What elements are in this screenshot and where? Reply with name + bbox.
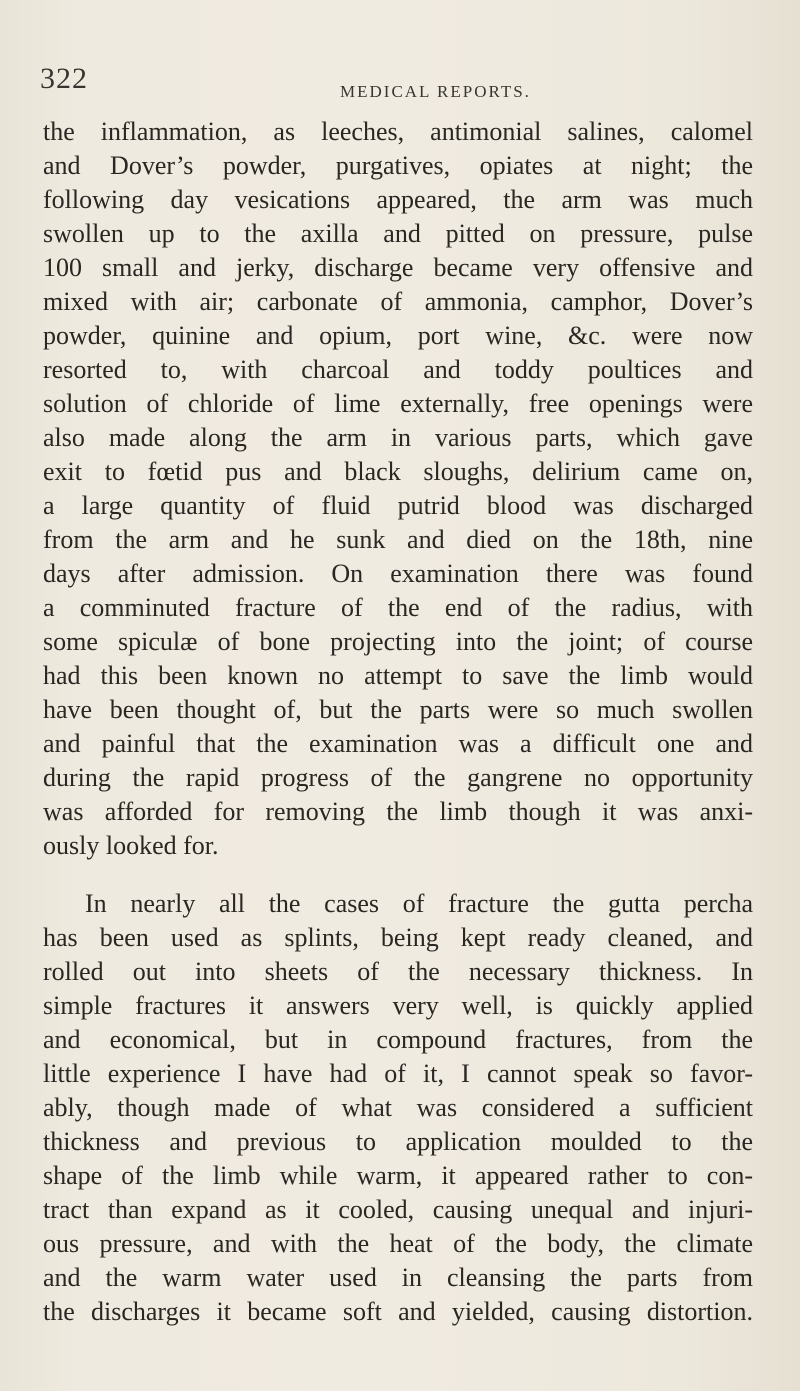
text-line: from the arm and he sunk and died on the 18th, nine [43, 525, 753, 554]
text-line: rolled out into sheets of the necessary thickness. In [43, 957, 753, 986]
text-line: little experience I have had of it, I cannot speak so favor- [43, 1059, 753, 1088]
text-line: during the rapid progress of the gangrene no opportunity [43, 763, 753, 792]
text-line: and the warm water used in cleansing the parts from [43, 1263, 753, 1292]
text-line: shape of the limb while warm, it appeared rather to con- [43, 1161, 753, 1190]
text-line: also made along the arm in various parts, which gave [43, 423, 753, 452]
text-line: and economical, but in compound fractures, from the [43, 1025, 753, 1054]
text-line: resorted to, with charcoal and toddy poultices and [43, 355, 753, 384]
text-line: 100 small and jerky, discharge became very offensive and [43, 253, 753, 282]
text-line: solution of chloride of lime externally, free openings were [43, 389, 753, 418]
running-head: MEDICAL REPORTS. [340, 82, 531, 101]
text-line: thickness and previous to application moulded to the [43, 1127, 753, 1156]
text-line: and Dover’s powder, purgatives, opiates at night; the [43, 151, 753, 180]
text-line: following day vesications appeared, the arm was much [43, 185, 753, 214]
text-line: days after admission. On examination there was found [43, 559, 753, 588]
text-line: swollen up to the axilla and pitted on pressure, pulse [43, 219, 753, 248]
text-line: had this been known no attempt to save the limb would [43, 661, 753, 690]
text-line: some spiculæ of bone projecting into the joint; of course [43, 627, 753, 656]
text-line: a comminuted fracture of the end of the radius, with [43, 593, 753, 622]
text-line: tract than expand as it cooled, causing unequal and injuri- [43, 1195, 753, 1224]
text-line: powder, quinine and opium, port wine, &c. were now [43, 321, 753, 350]
text-line: has been used as splints, being kept ready cleaned, and [43, 923, 753, 952]
text-line: In nearly all the cases of fracture the gutta percha [85, 889, 753, 918]
text-line: exit to fœtid pus and black sloughs, delirium came on, [43, 457, 753, 486]
text-line: mixed with air; carbonate of ammonia, camphor, Dover’s [43, 287, 753, 316]
text-line: the inflammation, as leeches, antimonial salines, calomel [43, 117, 753, 146]
page-number: 322 [40, 62, 88, 95]
text-line: was afforded for removing the limb though it was anxi- [43, 797, 753, 826]
text-line: simple fractures it answers very well, is quickly applied [43, 991, 753, 1020]
text-line: ous pressure, and with the heat of the body, the climate [43, 1229, 753, 1258]
text-line: ably, though made of what was considered a sufficient [43, 1093, 753, 1122]
text-line: a large quantity of fluid putrid blood was discharged [43, 491, 753, 520]
text-line: the discharges it became soft and yielded, causing distortion. [43, 1297, 753, 1326]
text-line: and painful that the examination was a difficult one and [43, 729, 753, 758]
text-line: ously looked for. [43, 831, 219, 860]
text-line: have been thought of, but the parts were so much swollen [43, 695, 753, 724]
